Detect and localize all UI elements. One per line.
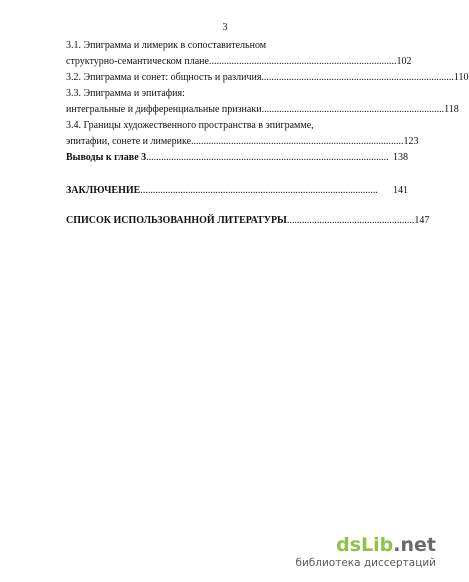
toc-page-number: 110 (453, 72, 469, 83)
toc-entry-text: ЗАКЛЮЧЕНИЕ (66, 185, 141, 196)
toc-entry-text: интегральные и дифференциальные признаки (66, 104, 262, 115)
toc-page-number: ...102 (388, 56, 412, 67)
toc-spacer (66, 199, 408, 213)
logo-suffix: .net (393, 534, 436, 556)
toc-entry-3-1 (66, 54, 412, 70)
toc-entry-conclusion (66, 183, 408, 199)
toc-spacer (66, 166, 408, 183)
page-number: 3 (222, 22, 228, 33)
toc-entry-text: эпитафии, сонете и лимерике (66, 136, 192, 147)
toc-leader-dots: ......................................................................... (261, 104, 445, 115)
toc-entry-text: Выводы к главе 3 (66, 152, 147, 163)
toc-leader-dots: ..................................................................................... (191, 136, 404, 147)
toc-entry-text: структурно-семантическом плане (66, 56, 209, 67)
toc-page-number: 138 (393, 152, 408, 163)
toc-entry-text: СПИСОК ИСПОЛЬЗОВАННОЙ ЛИТЕРАТУРЫ (66, 215, 287, 226)
toc-leader-dots: ............................................................................. (261, 72, 454, 83)
toc-leader-dots: ................................................... (286, 215, 415, 226)
toc-page-number: 141 (393, 185, 408, 196)
toc-leader-dots: ................................................................................................. (146, 152, 389, 163)
toc-leader-dots: ........................................................................ (208, 56, 389, 67)
toc-entry-3-4-line1: 3.4. Границы художественного пространства в эпиграмме, (66, 120, 314, 131)
table-of-contents (66, 38, 469, 229)
toc-entry-text: 3.2. Эпиграмма и сонет: общность и различия (66, 72, 262, 83)
toc-entry-3-4 (66, 134, 419, 150)
dslib-watermark (286, 534, 436, 574)
toc-entry-conclusions (66, 150, 408, 166)
logo-main: dsLib (336, 534, 394, 556)
toc-leader-dots: ............................................................................................... (140, 185, 378, 196)
toc-entry-3-1-line1: 3.1. Эпиграмма и лимерик в сопоставительном (66, 40, 267, 51)
toc-entry-3-3-line1: 3.3. Эпиграмма и эпитафия: (66, 88, 185, 99)
watermark-tagline: библиотека диссертаций (295, 557, 436, 569)
toc-entry-references (66, 213, 430, 229)
toc-entry-3-3 (66, 102, 459, 118)
toc-entry-3-2 (66, 70, 469, 86)
toc-page-number: 123 (403, 136, 419, 147)
toc-page-number: 147 (414, 215, 430, 226)
toc-page-number: 118 (444, 104, 459, 115)
dslib-logo (336, 534, 436, 556)
